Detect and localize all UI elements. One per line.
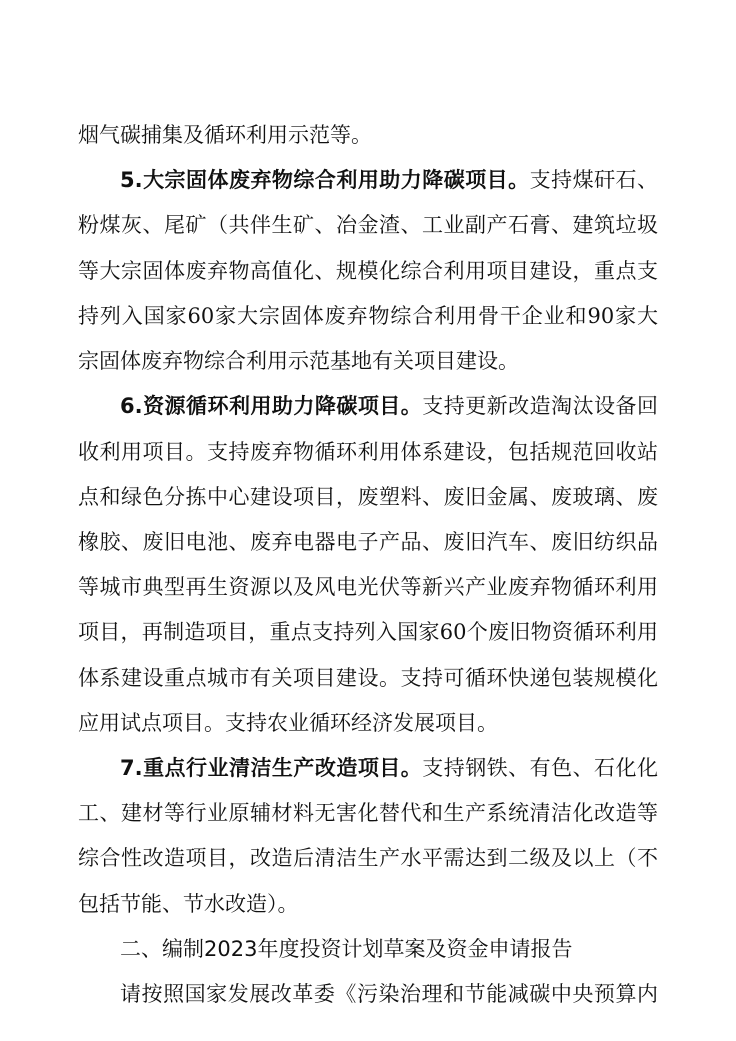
line-text: 等大宗固体废弃物高值化、规模化综合利用项目建设，重点支 [78,258,658,283]
line-text: 持列入国家60家大宗固体废弃物综合利用骨干企业和90家大 [78,303,658,328]
item-6-heading-line [120,392,658,420]
paragraph-line [120,980,658,1008]
paragraph-line [78,302,658,330]
line-text: 点和绿色分拣中心建设项目，废塑料、废旧金属、废玻璃、废 [78,484,658,509]
line-text: 收利用项目。支持废弃物循环利用体系建设，包括规范回收站 [78,439,658,464]
paragraph-line [78,844,658,872]
line-text: 综合性改造项目，改造后清洁生产水平需达到二级及以上（不 [78,846,658,871]
section-2-heading [120,935,658,963]
line-text: 宗固体废弃物综合利用示范基地有关项目建设。 [78,349,519,374]
paragraph-line [78,709,658,737]
paragraph-line [78,890,658,918]
line-text: 支持钢铁、有色、石化化 [422,756,659,781]
line-text: 体系建设重点城市有关项目建设。支持可循环快递包装规模化 [78,665,658,690]
line-text: 支持更新改造淘汰设备回 [422,394,659,419]
paragraph-line [78,438,658,466]
line-text: 项目，再制造项目，重点支持列入国家60个废旧物资循环利用 [78,620,658,645]
line-text: 包括节能、节水改造）。 [78,891,299,916]
paragraph-line [78,664,658,692]
line-text: 粉煤灰、尾矿（共伴生矿、冶金渣、工业副产石膏、建筑垃圾 [78,213,658,238]
section-heading-text: 二、编制2023年度投资计划草案及资金申请报告 [120,936,573,961]
line-text: 等城市典型再生资源以及风电光伏等新兴产业废弃物循环利用 [78,575,658,600]
line-text: 工、建材等行业原辅材料无害化替代和生产系统清洁化改造等 [78,801,658,826]
paragraph-line [78,211,658,239]
paragraph-line [78,573,658,601]
line-text: 请按照国家发展改革委《污染治理和节能减碳中央预算内 [120,982,658,1007]
paragraph-line [78,121,658,149]
item-7-heading-line [120,754,658,782]
paragraph-line [78,618,658,646]
paragraph-line [78,483,658,511]
line-text: 支持煤矸石、 [529,168,659,193]
item-6-title: 6.资源循环利用助力降碳项目。 [120,394,423,419]
line-text: 应用试点项目。支持农业循环经济发展项目。 [78,710,498,735]
item-5-heading-line [120,166,658,194]
line-text: 烟气碳捕集及循环利用示范等。 [78,123,372,147]
paragraph-line [78,257,658,285]
line-text: 橡胶、废旧电池、废弃电器电子产品、废旧汽车、废旧纺织品 [78,529,658,554]
paragraph-line [78,347,658,375]
paragraph-line [78,799,658,827]
paragraph-line [78,528,658,556]
item-7-title: 7.重点行业清洁生产改造项目。 [120,756,423,781]
item-5-title: 5.大宗固体废弃物综合利用助力降碳项目。 [120,168,530,193]
